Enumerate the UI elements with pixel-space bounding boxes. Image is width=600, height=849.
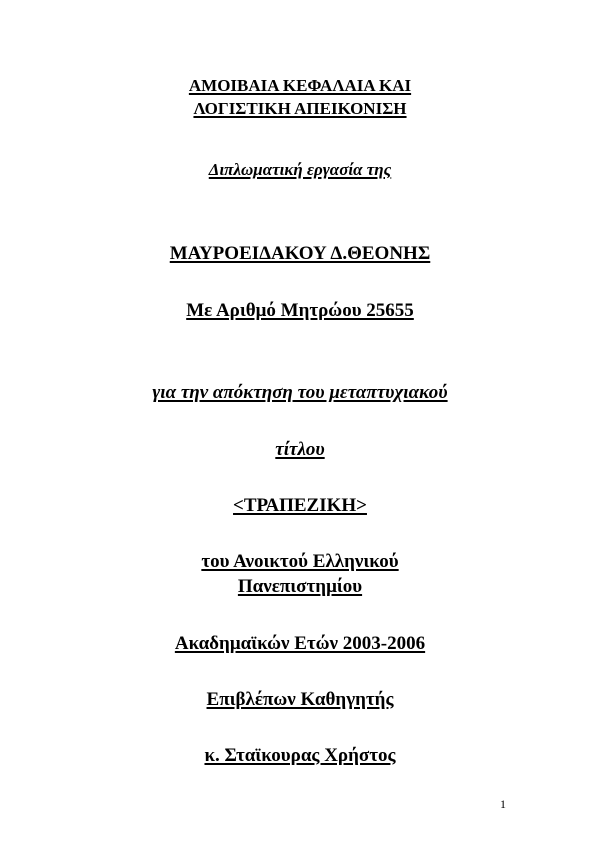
university-line-2: Πανεπιστημίου bbox=[237, 576, 363, 597]
purpose-line-2: τίτλου bbox=[275, 439, 325, 460]
author-name: ΜΑΥΡΟΕΙΔΑΚΟΥ Δ.ΘΕΟΝΗΣ bbox=[169, 243, 431, 264]
title-line-2: ΛΟΓΙΣΤΙΚΗ ΑΠΕΙΚΟΝΙΣΗ bbox=[193, 99, 407, 118]
supervisor-name: κ. Σταϊκουρας Χρήστος bbox=[204, 745, 396, 766]
program-name: <ΤΡΑΠΕΖΙΚΗ> bbox=[233, 495, 367, 516]
purpose-line-1: για την απόκτηση του μεταπτυχιακού bbox=[152, 382, 448, 403]
page-number: 1 bbox=[500, 797, 506, 811]
academic-years: Ακαδημαϊκών Ετών 2003-2006 bbox=[174, 633, 426, 654]
university-line-1: του Ανοικτού Ελληνικού bbox=[201, 551, 399, 572]
thesis-label: Διπλωματική εργασία της bbox=[208, 160, 392, 179]
supervisor-label: Επιβλέπων Καθηγητής bbox=[206, 689, 394, 710]
registration-number: Με Αριθμό Μητρώου 25655 bbox=[186, 300, 414, 321]
title-line-1: ΑΜΟΙΒΑΙΑ ΚΕΦΑΛΑΙΑ ΚΑΙ bbox=[188, 76, 412, 95]
